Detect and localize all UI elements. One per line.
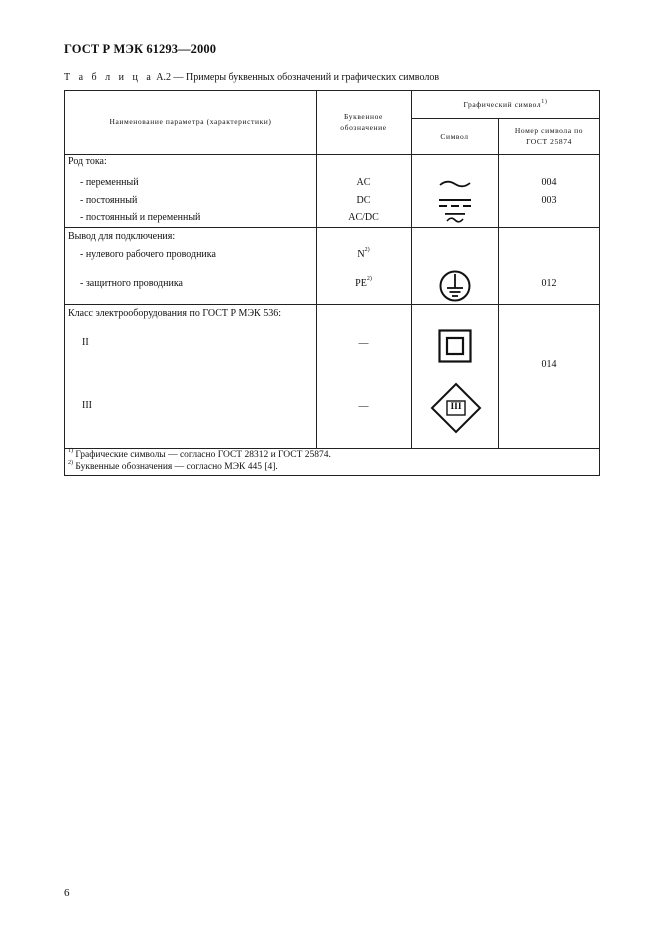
symbols-table (64, 90, 600, 476)
row-name: - нулевого рабочего проводника (80, 249, 216, 260)
section-title: Вывод для подключения: (68, 231, 176, 242)
row-letter (316, 249, 411, 260)
header-graphic-text: Графический символ (463, 100, 542, 109)
class-iii-label: III (450, 402, 462, 412)
header-graphic (411, 99, 600, 110)
row-name: II (82, 337, 89, 348)
row-number: 014 (541, 359, 557, 370)
row-letter: AC/DC (348, 212, 379, 223)
caption-text: А.2 — Примеры буквенных обозначений и графических символов (156, 72, 440, 83)
alternating-current-icon (438, 179, 472, 189)
row-number: 012 (541, 278, 557, 289)
row-name: - постоянный (80, 195, 138, 206)
row-letter: — (358, 401, 369, 412)
row-letter: DC (356, 195, 371, 206)
row-name: - постоянный и переменный (80, 212, 201, 223)
class-ii-icon (438, 329, 472, 363)
row-name: - защитного проводника (80, 278, 183, 289)
footnote (68, 462, 278, 472)
footnote-mark: 2) (68, 460, 73, 466)
row-divider (65, 227, 600, 228)
header-letter-line2: обозначение (340, 123, 387, 132)
row-divider (65, 304, 600, 305)
direct-current-icon (438, 197, 472, 209)
footnote-text: Графические символы — согласно ГОСТ 28312 и ГОСТ 25874. (75, 450, 331, 460)
row-number: 003 (541, 195, 557, 206)
document-header: ГОСТ Р МЭК 61293—2000 (64, 42, 217, 56)
letter-sup: 2) (366, 276, 372, 282)
col-divider (316, 91, 317, 448)
row-name: - переменный (80, 177, 139, 188)
protective-earth-icon (438, 269, 472, 303)
ac-dc-icon (443, 211, 467, 225)
footnote-mark: 1) (68, 448, 73, 454)
page-number: 6 (64, 887, 70, 899)
row-letter (316, 278, 411, 289)
letter-sup: 2) (364, 247, 370, 253)
letter-text: N (357, 249, 365, 260)
table-caption (64, 72, 439, 83)
row-divider (411, 118, 600, 119)
row-number: 004 (541, 177, 557, 188)
section-title: Род тока: (68, 156, 107, 167)
header-number-line1: Номер символа по (514, 126, 584, 135)
header-number (498, 125, 600, 147)
header-symbol: Символ (440, 132, 469, 141)
row-letter: AC (356, 177, 371, 188)
section-title: Класс электрооборудования по ГОСТ Р МЭК 536: (68, 308, 281, 319)
caption-label: Т а б л и ц а (64, 72, 154, 83)
header-letter-line1: Буквенное (344, 112, 383, 121)
row-name: III (82, 400, 92, 411)
header-number-line2: ГОСТ 25874 (526, 137, 572, 146)
footnote (68, 450, 331, 460)
header-graphic-sup: 1) (541, 99, 548, 105)
col-divider (411, 91, 412, 448)
header-parameter: Наименование параметра (характеристики) (109, 117, 272, 126)
row-divider (65, 154, 600, 155)
header-letter (316, 111, 411, 133)
footnote-text: Буквенные обозначения — согласно МЭК 445 [4]. (75, 462, 278, 472)
row-letter: — (358, 338, 369, 349)
class-iii-icon (430, 382, 482, 434)
row-divider (65, 448, 600, 449)
letter-text: PE (355, 278, 367, 289)
